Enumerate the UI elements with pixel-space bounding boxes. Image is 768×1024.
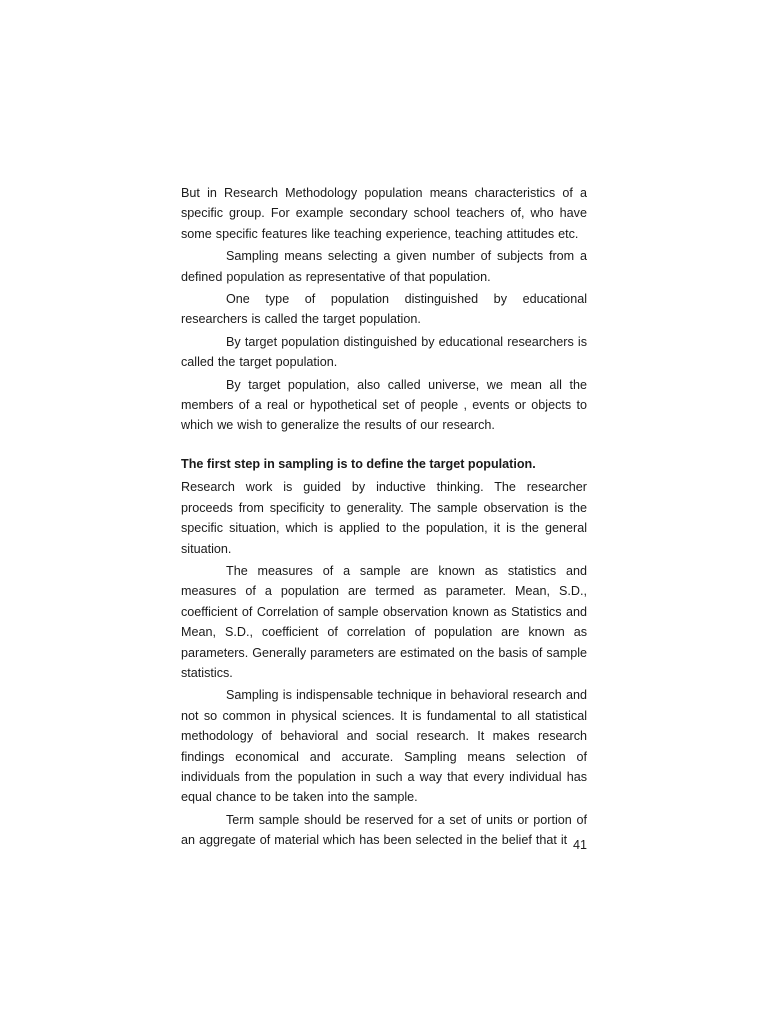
paragraph-target-population-called: By target population distinguished by educational researchers is called the target population. — [181, 334, 587, 370]
paragraph-sampling-definition: Sampling means selecting a given number of subjects from a defined population as representative of that population. — [181, 249, 587, 284]
section-heading: The first step in sampling is to define the target population. — [181, 456, 536, 471]
page-number: 41 — [572, 838, 587, 852]
paragraph-universe: By target population, also called universe, we mean all the members of a real or hypothetical set of people , events or objects to which we wish to generalize the results of our research. — [181, 377, 587, 433]
paragraph-term-sample: Term sample should be reserved for a set of units or portion of an aggregate of material which has been selected in the belief that it — [181, 812, 587, 848]
paragraph-inductive-thinking: Research work is guided by inductive thinking. The researcher proceeds from specificity to generality. The sample observation is the specific situation, which is applied to the population, it is the general situation. — [181, 480, 587, 556]
paragraph-sampling-indispensable: Sampling is indispensable technique in behavioral research and not so common in physical sciences. It is fundamental to all statistical methodology of behavioral and social research. It makes research findings economical and accurate. Sampling means selection of individuals from the population in such a way that every individual has equal chance to be taken into the sample. — [181, 688, 587, 805]
paragraph-statistics-parameters: The measures of a sample are known as statistics and measures of a population are termed as parameter. Mean, S.D., coefficient of Correlation of sample observation known as Statistics and Mean, S.D., coefficient of correlation of population are known as parameters. Generally parameters are estimated on the basis of sample statistics. — [181, 563, 587, 680]
paragraph-population-definition: But in Research Methodology population means characteristics of a specific group. For example secondary school teachers of, who have some specific features like teaching experience, teaching attitudes etc. — [181, 186, 587, 241]
body-text — [181, 183, 587, 853]
paragraph-target-population-type: One type of population distinguished by educational researchers is called the target population. — [181, 292, 587, 327]
